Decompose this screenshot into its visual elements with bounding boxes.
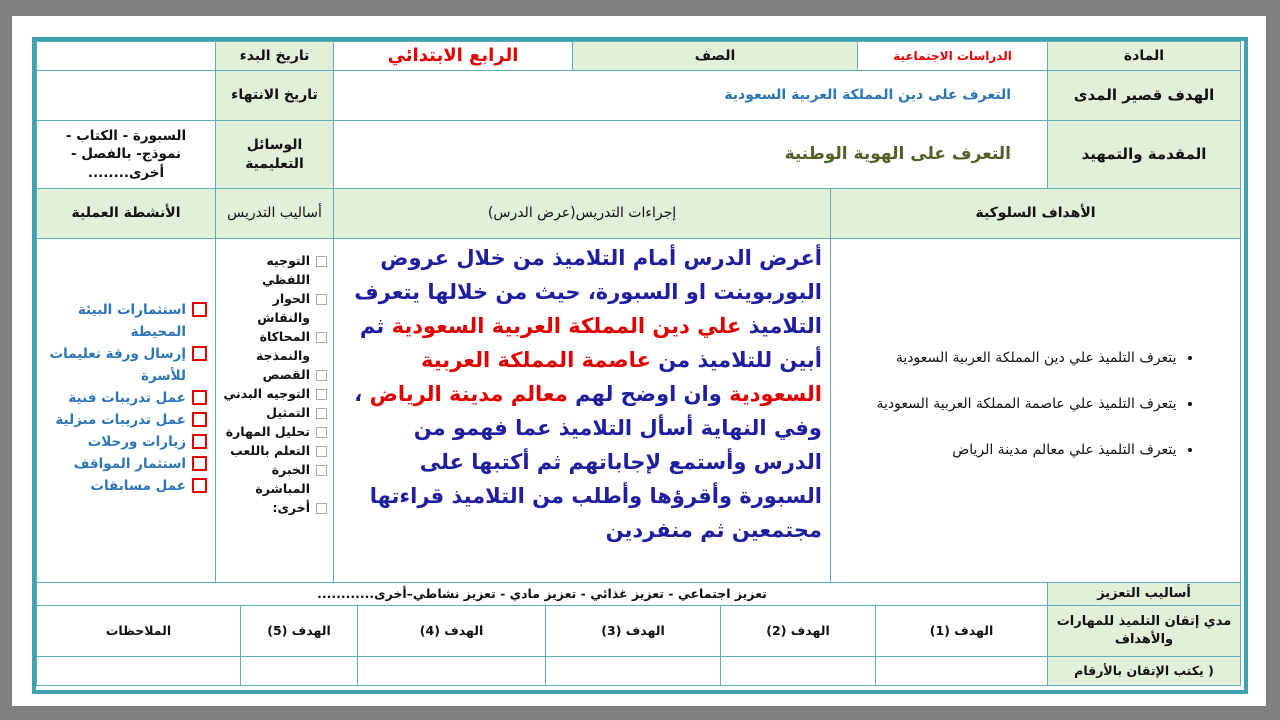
short-goal-value: التعرف على دين المملكة العربية السعودية	[333, 70, 1048, 121]
method-label: التوجيه البدني	[223, 386, 310, 401]
short-goal-label: الهدف قصير المدى	[1047, 70, 1241, 121]
method-option[interactable]	[222, 384, 327, 403]
activity-label: عمل تدريبات منزلية	[55, 412, 186, 428]
objectives-header: الأهداف السلوكية	[830, 188, 1241, 239]
procedures-header: إجراءات التدريس(عرض الدرس)	[333, 188, 831, 239]
goal-3-score[interactable]	[545, 656, 721, 686]
goal-1-score[interactable]	[875, 656, 1048, 686]
grade-label: الصف	[572, 41, 858, 71]
mastery-label: مدي إتقان التلميذ للمهارات والأهداف	[1047, 605, 1241, 657]
procedure-highlight: معالم مدينة الرياض	[369, 382, 568, 406]
checkbox-icon[interactable]	[192, 478, 207, 493]
goal-4-score[interactable]	[357, 656, 546, 686]
method-option[interactable]	[222, 441, 327, 460]
activity-label: زيارات ورحلات	[87, 434, 186, 450]
checkbox-icon[interactable]	[316, 503, 327, 514]
checkbox-icon[interactable]	[316, 332, 327, 343]
activity-label: استثمار المواقف	[73, 456, 186, 472]
activity-label: عمل مسابقات	[90, 478, 186, 494]
procedure-text: ، وفي النهاية أسأل التلاميذ عما فهمو من الدرس وأستمع لإجاباتهم ثم أكتبها على السبورة وأقرؤها وأطلب من التلاميذ قراءتها مجتمعين ثم منفردين	[354, 382, 822, 542]
method-label: التعلم باللعب	[230, 443, 310, 458]
reinforcement-value: تعزيز اجتماعي - تعزيز غذائي - تعزيز مادي - تعزيز نشاطي–أخرى............	[36, 582, 1048, 606]
subject-value: الدراسات الاجتماعية	[857, 41, 1048, 71]
aids-value: السبورة - الكتاب - نموذج- بالفصل - أخرى........	[36, 120, 216, 189]
activities-header: الأنشطة العملية	[36, 188, 216, 239]
checkbox-icon[interactable]	[316, 446, 327, 457]
activity-option[interactable]	[45, 387, 207, 409]
end-date-label: تاريخ الانتهاء	[215, 70, 334, 121]
objective-item: • يتعرف التلميذ علي معالم مدينة الرياض	[877, 434, 1177, 466]
method-option[interactable]	[222, 422, 327, 441]
method-option[interactable]	[222, 403, 327, 422]
methods-header: أساليب التدريس	[215, 188, 334, 239]
notes-header: الملاحظات	[36, 605, 241, 657]
subject-label: المادة	[1047, 41, 1241, 71]
checkbox-icon[interactable]	[192, 412, 207, 427]
checkbox-icon[interactable]	[316, 465, 327, 476]
checkbox-icon[interactable]	[316, 427, 327, 438]
notes-value[interactable]	[36, 656, 241, 686]
intro-label: المقدمة والتمهيد	[1047, 120, 1241, 189]
checkbox-icon[interactable]	[192, 346, 207, 361]
method-label: الخبرة المباشرة	[255, 462, 310, 496]
method-label: المحاكاة والنمذجة	[255, 329, 310, 363]
activity-option[interactable]	[45, 453, 207, 475]
goal-2-score[interactable]	[720, 656, 876, 686]
checkbox-icon[interactable]	[316, 256, 327, 267]
goal-4-header: الهدف (4)	[357, 605, 546, 657]
activity-option[interactable]	[45, 299, 207, 343]
checkbox-icon[interactable]	[192, 434, 207, 449]
activity-label: عمل تدريبات فنية	[68, 390, 186, 406]
method-label: الحوار والنقاش	[257, 291, 310, 325]
checkbox-icon[interactable]	[316, 389, 327, 400]
activities-cell	[36, 238, 216, 583]
method-label: تحليل المهارة	[225, 424, 310, 439]
objective-item: • يتعرف التلميذ علي عاصمة المملكة العربية السعودية	[877, 388, 1177, 420]
procedures-cell	[333, 238, 831, 583]
goal-3-header: الهدف (3)	[545, 605, 721, 657]
checkbox-icon[interactable]	[192, 390, 207, 405]
intro-value: التعرف على الهوية الوطنية	[333, 120, 1048, 189]
method-label: القصص	[262, 367, 310, 382]
methods-cell	[215, 238, 334, 583]
activity-option[interactable]	[45, 409, 207, 431]
method-option[interactable]	[222, 460, 327, 498]
method-option[interactable]	[222, 498, 327, 517]
objective-item: • يتعرف التلميذ علي دين المملكة العربية السعودية	[877, 342, 1177, 374]
activity-option[interactable]	[45, 475, 207, 497]
start-date-label: تاريخ البدء	[215, 41, 334, 71]
method-option[interactable]	[222, 365, 327, 384]
procedure-highlight: عاصمة المملكة العربية السعودية	[421, 348, 822, 406]
procedure-text: أعرض الدرس أمام التلاميذ من خلال عروض البوربوينت او السبورة، حيث من خلالها يتعرف التلاميذ	[354, 246, 822, 338]
checkbox-icon[interactable]	[192, 456, 207, 471]
end-date-value[interactable]	[36, 70, 216, 121]
method-label: أخرى:	[272, 500, 310, 515]
checkbox-icon[interactable]	[316, 370, 327, 381]
reinforcement-label: أساليب التعزيز	[1047, 582, 1241, 606]
method-option[interactable]	[222, 251, 327, 289]
method-label: التوجيه اللفظي	[262, 253, 310, 287]
goal-5-header: الهدف (5)	[240, 605, 358, 657]
goal-5-score[interactable]	[240, 656, 358, 686]
grade-value: الرابع الابتدائي	[333, 41, 573, 71]
activity-option[interactable]	[45, 343, 207, 387]
method-option[interactable]	[222, 327, 327, 365]
activity-label: إرسال ورقة تعليمات للأسرة	[49, 346, 186, 384]
activity-option[interactable]	[45, 431, 207, 453]
checkbox-icon[interactable]	[316, 408, 327, 419]
method-label: التمثيل	[266, 405, 310, 420]
start-date-value[interactable]	[36, 41, 216, 71]
checkbox-icon[interactable]	[316, 294, 327, 305]
mastery-note: ( يكتب الإتقان بالأرقام	[1047, 656, 1241, 686]
activity-label: استثمارات البيئة المحيطة	[77, 302, 186, 340]
aids-label: الوسائل التعليمية	[215, 120, 334, 189]
goal-1-header: الهدف (1)	[875, 605, 1048, 657]
objectives-cell	[830, 238, 1241, 583]
procedure-text: ثم أبين للتلاميذ من	[359, 314, 822, 372]
method-option[interactable]	[222, 289, 327, 327]
checkbox-icon[interactable]	[192, 302, 207, 317]
procedure-highlight: علي دين المملكة العربية السعودية	[391, 314, 742, 338]
goal-2-header: الهدف (2)	[720, 605, 876, 657]
procedure-text: وان اوضح لهم	[567, 382, 730, 406]
